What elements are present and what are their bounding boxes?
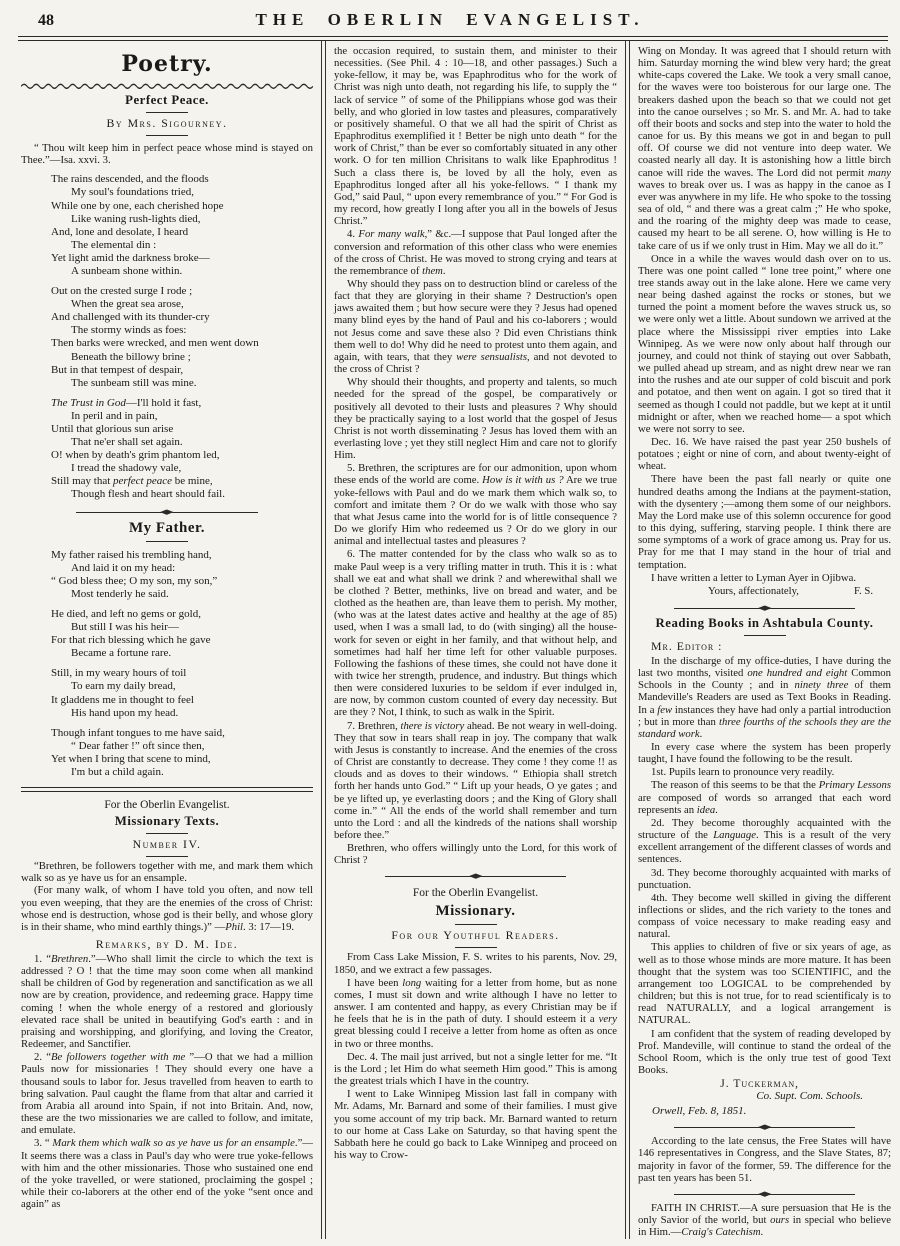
poem-stanza [51, 173, 313, 278]
body-paragraph: I am confident that the system of reading developed by Prof. Mandeville, will continue to stand the ordeal of the School Room, which is the only true test of good Text Books. [638, 1027, 891, 1077]
body-paragraph: 1. “Brethren.”—Who shall limit the circle to which the text is addressed ? O ! that the time may soon come when all mankind shall be children of God by regeneration and sanctification as we all now are by creation, providence, and redeeming grace. Happy time coming ! when the whole energy of a restored and gloriously elevated race shall be united in beautifying God's earth : and in praising and worshipping, and glorifying, and loving the Creator, Redeemer, and Sanctifier. [21, 953, 313, 1051]
diamond-icon: ◆ [757, 603, 772, 612]
body-paragraph: 7. Brethren, there is victory ahead. Be not weary in well-doing. They that sow in tears shall reap in joy. The company that walk with Jesus is constantly to increase. And the enemies of the cross of Christ are constantly to decrease. They come ! they come !! as clouds and as doves to their windows. “ Ethiopia shall stretch forth her hands unto God.” “ Lift up your heads, O ye gates ; and be ye lifted up, ye everlasting doors ; and the King of Glory shall come in.” “ All the ends of the world shall remember and turn unto the Lord : and all the kindreds of the nations shall worship before thee.” [334, 719, 617, 841]
article-subtitle: For our Youthful Readers. [391, 928, 560, 943]
divider-line [172, 512, 258, 513]
body-paragraph: In every case where the system has been properly taught, I have found the following to be the result. [638, 740, 891, 766]
body-paragraph: 1st. Pupils learn to pronounce very readily. [651, 766, 835, 779]
poem-stanza [51, 727, 313, 779]
poem-line: To earn my daily bread, [71, 680, 176, 693]
poem-line: Most tenderly he said. [71, 587, 169, 600]
poem-line: Still may that perfect peace be mine, [51, 475, 213, 488]
wavy-rule [21, 81, 313, 89]
article-title-missionary: Missionary. [435, 903, 516, 920]
poem-line: O! when by death's grim phantom led, [51, 449, 220, 462]
section-divider-ornament [638, 605, 891, 612]
body-paragraph: Why should they pass on to destruction blind or careless of the fact that they are glorying in their shame ? Destruction's open jaws awaited them ; but how secure were they ? Jesus had opened many blind eyes by the hand of Paul and his co-laborers ; would not Jesus come and save these also ? Did even Christians think them well to do! Why did he need to protest unto them again, and again, with tears, that they were sensualists, and not devoted to the cross of Christ ? [334, 277, 618, 376]
scripture-epigraph: (For many walk, of whom I have told you often, and now tell you even weeping, that they are the enemies of the cross of Christ: whose end is destruction, whose god is their belly, and whose glory is in their shame, who mind earthly things.)” —Phil. 3: 17—19. [21, 884, 313, 933]
divider-line [385, 876, 471, 877]
section-divider-ornament [334, 873, 617, 880]
section-divider-ornament [21, 509, 313, 516]
dateline: Orwell, Feb. 8, 1851. [652, 1105, 747, 1118]
body-paragraph: There have been the past fall nearly or quite one hundred deaths among the Indians at the payment-station, with the dysentery ;—among them some of our neighbors. May the Lord make use of this solemn occurence for good to this dying, suffering, starving people. I think there are some symptoms of a work of grace among us. Pray for us. Pray for me that I may stand in the hour of trial and temptation. [638, 473, 891, 571]
diamond-icon: ◆ [757, 1189, 772, 1198]
divider-line [480, 876, 566, 877]
body-paragraph: In the discharge of my office-duties, I have during the last two months, visited one hundred and eight Common Schools in the County ; and in ninety three of them Mandeville's Readers are used as Text Books in Reading. In a few instances they have had only a partial introduction ; but in more than three fourths of the schools they are the standard work. [638, 654, 892, 740]
poem-line: A sunbeam shone within. [71, 264, 183, 277]
column-1 [18, 41, 316, 1239]
section-divider-ornament [638, 1124, 891, 1131]
poetry-section-header: Poetry. [121, 51, 213, 77]
poem-line: Beneath the billowy brine ; [71, 350, 191, 363]
body-paragraphs [638, 253, 891, 584]
faith-note: FAITH IN CHRIST.—A sure persuasion that He is the only Savior of the world, but ours in special who believe in Him.—Craig's Catechism. [638, 1201, 891, 1239]
poem-line: I tread the shadowy vale, [71, 462, 182, 475]
short-rule [744, 635, 786, 636]
divider-line [674, 1194, 760, 1195]
column-separator [625, 41, 630, 1239]
column-2 [331, 41, 620, 1239]
masthead-title: THE OBERLIN EVANGELIST. [255, 10, 645, 29]
divider-line [769, 608, 855, 609]
article-attribution: For the Oberlin Evangelist. [412, 887, 539, 900]
body-paragraph: 5. Brethren, the scriptures are for our admonition, upon whom these ends of the world are come. How is it with us ? Are we true yoke-fellows with Paul and do we mark them which walk so, to comfort and imitate them ? Or do we walk with those who say that what Jesus came into the world for is of little consequence ? Do we glorify Him who redeemed us ? Or do we glory in our animal and intellectual tastes and pleasures ? [334, 462, 618, 548]
poem-line: I'm but a child again. [71, 765, 164, 778]
poem-line: The Trust in God—I'll hold it fast, [51, 396, 202, 409]
body-paragraph: Brethren, who offers willingly unto the Lord, for this work of Christ ? [334, 842, 617, 867]
poem-line: Like waning rush-lights died, [71, 212, 201, 225]
poem-title-perfect-peace: Perfect Peace. [125, 93, 209, 107]
body-paragraph: From Cass Lake Mission, F. S. writes to his parents, Nov. 29, 1850, and we extract a few passages. [334, 951, 617, 976]
diamond-icon: ◆ [468, 872, 483, 881]
divider-line [674, 1127, 760, 1128]
short-rule [146, 833, 188, 834]
body-paragraphs [334, 228, 617, 866]
article-number: Number IV. [132, 837, 202, 852]
poem-line: His hand upon my head. [71, 706, 179, 719]
body-paragraph: 2d. They become thoroughly acquainted with the structure of the Language. This is a result of the very excellent arrangement of the different classes of words and sentences. [638, 816, 892, 866]
poem-line: My father raised his trembling hand, [51, 548, 212, 561]
article-title-missionary-texts: Missionary Texts. [114, 814, 220, 829]
body-paragraph: I went to Lake Winnipeg Mission last fall in company with Mr. Adams, Mr. Barnard and some of their families. I must give you some account of my trip back. Mr. Barnard wanted to return to our home at Cass Lake on Saturday, so that having spent the Sabbath here he could go back to Lake Winnipeg and proceed on his way to Crow- [334, 1088, 617, 1161]
column-3 [635, 41, 894, 1239]
remarks-paragraphs [21, 953, 313, 1210]
signature-closing: Yours, affectionately, [708, 584, 799, 597]
short-rule [146, 856, 188, 857]
short-rule [455, 924, 497, 925]
poem-line: Though infant tongues to me have said, [51, 726, 225, 739]
signature-initials: F. S. [853, 584, 873, 597]
remarks-heading: Remarks, by D. M. Ide. [95, 937, 239, 951]
poem-line: Yet when I bring that scene to mind, [51, 752, 211, 765]
body-paragraph: Dec. 4. The mail just arrived, but not a single letter for me. “It is the Lord ; let Him do what seemeth Him good.” This is among the greatest trials which I have in the country. [334, 1050, 617, 1088]
page-header [0, 0, 900, 36]
body-paragraph: I have been long waiting for a letter from home, but as none comes, I must sit down and write although I have no letter to answer. I am contented and happy, as every Christian may be if he feels that he is in the path of duty. I should esteem it a very great blessing could I receive a letter from home as often as once in two or three months. [334, 976, 617, 1050]
poem-line: Became a fortune rare. [71, 647, 172, 660]
poem-title-my-father: My Father. [128, 519, 206, 536]
poem-line: For that rich blessing which he gave [51, 634, 211, 647]
short-rule [146, 541, 188, 542]
body-paragraph: Once in a while the waves would dash over on to us. There was one point called “ lone tree point,” where one tree stands away out in the lake alone. Here we came very near being dashed against the rocks or stones, but we turned the point a moment before the waves struck us, so we were only wet a little. About sundown we arrived at the place where the Mississippi river empties into Lake Winnipeg. As we were now only about half through our journey, and could not think of staying out over Sabbath, we pulled ahead up stream, and as night drew near we ran into the rushes and ate our supper of cold biscuit and pork and potatoe, and then went on again. I got so tired that it seemed as though I could not paddle, but we kept at it until midnight or after, when we reached home— a spot which we were not sorry to see. [638, 252, 891, 435]
poem-stanza [51, 397, 313, 502]
poem-byline: By Mrs. Sigourney. [106, 116, 228, 130]
body-paragraph: 3d. They become thoroughly acquainted with marks of punctuation. [638, 866, 891, 891]
divider-line [769, 1127, 855, 1128]
poem-line: While one by one, each cherished hope [51, 199, 224, 212]
body-paragraph: Why should their thoughts, and property and talents, so much needed for the spread of the gospel, be comparatively or positively all devoted to their lusts and pleasures ? Why should they be practically saying to a lost world that the gospel of Jesus Christ is not worth disseminating ? Jesus has loved them with an everlasting love ; yet they still neglect Him and care not to glorify Him. [334, 376, 617, 462]
letter-salutation: Mr. Editor : [651, 638, 723, 653]
poem-line: He died, and left no gems or gold, [51, 607, 201, 620]
short-rule [146, 112, 188, 113]
short-rule [146, 135, 188, 136]
poem-epigraph: “ Thou wilt keep him in perfect peace whose mind is stayed on Thee.”—Isa. xxvi. 3. [21, 142, 313, 167]
signature-title: Co. Supt. Com. Schools. [756, 1090, 863, 1103]
poem-line: Yet light amid the darkness broke— [51, 251, 210, 264]
body-paragraph: 3. “ Mark them which walk so as ye have us for an ensample.”—It seems there was a class in Paul's day who were true yoke-fellows with him and the other missionaries. Those who sustained one end of the yoke travelled, or were stationed, proclaiming the gospel ; while their co-laborers at the other end of the yoke “sent once and again” as [21, 1137, 313, 1211]
poem-line: Though flesh and heart should fail. [71, 488, 225, 501]
body-paragraph: Dec. 16. We have raised the past year 250 bushels of potatoes ; eight or nine of corn, and about twenty-eight of wheat. [638, 436, 891, 473]
letter-signature-row [638, 585, 891, 598]
poem-line: The stormy winds as foes: [71, 324, 187, 337]
poem-line: “ God bless thee; O my son, my son,” [51, 574, 218, 587]
divider-line [76, 512, 162, 513]
body-paragraph: This applies to children of five or six years of age, as well as to those whose minds are more mature. It has been thought that the system was too SCIENTIFIC, and the arrangement too LOGICAL to be comprehended by children; but this is not true, for to read scientificaly is to read NATURALLY, and a logical arrangement is NATURAL. [638, 941, 891, 1027]
section-divider-ornament [638, 1191, 891, 1198]
page-number: 48 [38, 12, 54, 29]
census-note: According to the late census, the Free States will have 146 representatives in Congress, and the Slave States, 87; majority in favor of the former, 59. The difference for the past ten years has been 51. [638, 1135, 891, 1184]
poem-line: But still I was his heir— [71, 621, 179, 634]
diamond-icon: ◆ [159, 507, 174, 516]
poem-stanza [51, 285, 313, 390]
body-paragraph: 4th. They become well skilled in giving the different inflections or slides, and the rich variety to the tones and compass of voice necessary to make reading easy and natural. [638, 891, 891, 941]
signature-name: J. Tuckerman, [720, 1078, 799, 1091]
body-paragraph: 2. “Be followers together with me ”—O that we had a million Pauls now for missionaries ! They should every one have a thousand souls to labor for. Jesus travelled from heaven to earth to bring salvation. Paul caught the flame from that altar and carried it from Arabia all around into Spain, if not into Britain. And, now, these are the two missionaries we are called to follow, and imitate, and emulate. [21, 1051, 314, 1137]
report-paragraphs [638, 655, 891, 1076]
section-rule [21, 787, 313, 792]
poem-line: It gladdens me in thought to feel [51, 693, 194, 706]
poem-stanza [51, 608, 313, 660]
poem-line: That ne'er shall set again. [71, 436, 183, 449]
column-separator [321, 41, 326, 1239]
poem-line: Out on the crested surge I rode ; [51, 285, 193, 298]
columns-container [0, 41, 900, 1239]
short-rule [455, 947, 497, 948]
poem-line: Until that glorious sun arise [51, 423, 174, 435]
scripture-epigraph: “Brethren, be followers together with me, and mark them which walk so as ye have us for an ensample. [21, 860, 313, 885]
poem-line: But in that tempest of despair, [51, 363, 184, 376]
poem-line: In peril and in pain, [71, 409, 158, 422]
body-paragraph: 4. For many walk,” &c.—I suppose that Paul longed after the conversion and reformation of this other class who were enemies of the cross of Christ. He was moved to strong crying and tears at the remembrance of them. [334, 228, 618, 277]
poem-line: The elemental din : [71, 238, 157, 251]
poem-line: And laid it on my head: [71, 561, 176, 574]
poem-line: And challenged with its thunder-cry [51, 311, 210, 324]
poem-line: My soul's foundations tried, [71, 186, 194, 199]
body-paragraph: 6. The matter contended for by the class who walk so as to make Paul weep is a very trifling matter in truth. This it is : what shall we eat and what shall we drink ? and wherewithal shall we be clothed ? Better, methinks, live on bread and water, and be clothed as the heathen are, than leave them to perish. My mother, (who was at the latest dates active and healthy at the age of 85) used, when I was a small lad, to do (with singing) all the house-work for seven or eight in her family, and that without help, and sometimes had half her time left for other valuable purposes. Following the fashions of these times, she could not have done it with twice her strength, prudence, and industry. But things which then were considered luxuries to be seldom if ever indulged in, are now, by common custom counted of every day necessity. But are they ? Not, I think, to such as walk in the Spirit. [334, 548, 617, 719]
body-paragraph-continuation: the occasion required, to sustain them, and minister to their necessities. (See Phil. 4 : 10—18, and other passages.) Such a yoke-fellow, it may be, was Epaphroditus who for the work of Christ was nigh unto death, not regarding his life, to supply the “ lack of service ” of some of the Philippians whose god was their belly, and who gloried in low tastes and pleasures, comparatively or positively shameful. O that we all had the spirit of Christ as Epaphroditus exemplified it ! Better be nigh unto death “ for the work of Christ,” than be ever so comfortably situated in any other work. O for ten million Chrisitans to walk like Epaphroditus ! Such a class there is, be loved by all the holy, even as Epaphroditus longed after all his yoke-fellows. “ I thank my God,” said Paul, “ upon every remembrance of you.” “ For God is my record, how greatly I long after you all in the bowels of Jesus Christ.” [334, 45, 617, 228]
poem-line: And, lone and desolate, I heard [51, 225, 189, 238]
letter-paragraphs [334, 951, 617, 1161]
poem-line: Then barks were wrecked, and men went down [51, 337, 259, 350]
article-attribution: For the Oberlin Evangelist. [104, 799, 230, 812]
poem-stanza [51, 667, 313, 719]
body-paragraph: I have written a letter to Lyman Ayer in Ojibwa. [651, 571, 856, 584]
poem-line: “ Dear father !” oft since then, [71, 739, 205, 752]
article-title-reading-books: Reading Books in Ashtabula County. [655, 615, 874, 630]
divider-line [769, 1194, 855, 1195]
body-paragraph: The reason of this seems to be that the Primary Lessons are composed of words so arranged that each word represents an idea. [638, 779, 891, 816]
poem-stanza [51, 549, 313, 601]
poem-line: When the great sea arose, [71, 298, 184, 311]
body-paragraph-continuation: Wing on Monday. It was agreed that I should return with him. Saturday morning the wind blew very hard; the great white-caps covered the Lake. We took a very small canoe, for the waves were too boisterous for our large one. The breakers dashed upon the beach so that we could not get into the canoe ourselves ; so Mr. S. and Mr. A. had to take off their boots and socks and step into the water to hold the canoe for us. By this means we got in and began to pull off. Of course we did not venture into deep water. We coasted nearly all day. It is astonishing how a little birch canoe will ride the waves. The Lord did not permit many waves to break over us. I was as happy in the canoe as I ever was anywhere in my life. He who spoke to the tossing sea of old, “ and there was a great calm ;” He who spoke, and the roaring of the mighty deep was made to cease, caused my heart to be all serene. O, how willing is He to take care of us if we only trust in Him. May we all do it.” [638, 45, 891, 252]
poem-line: The sunbeam still was mine. [71, 376, 197, 389]
poem-line: The rains descended, and the floods [51, 173, 209, 186]
poem-line: Still, in my weary hours of toil [51, 667, 187, 680]
divider-line [674, 608, 760, 609]
diamond-icon: ◆ [757, 1123, 772, 1132]
